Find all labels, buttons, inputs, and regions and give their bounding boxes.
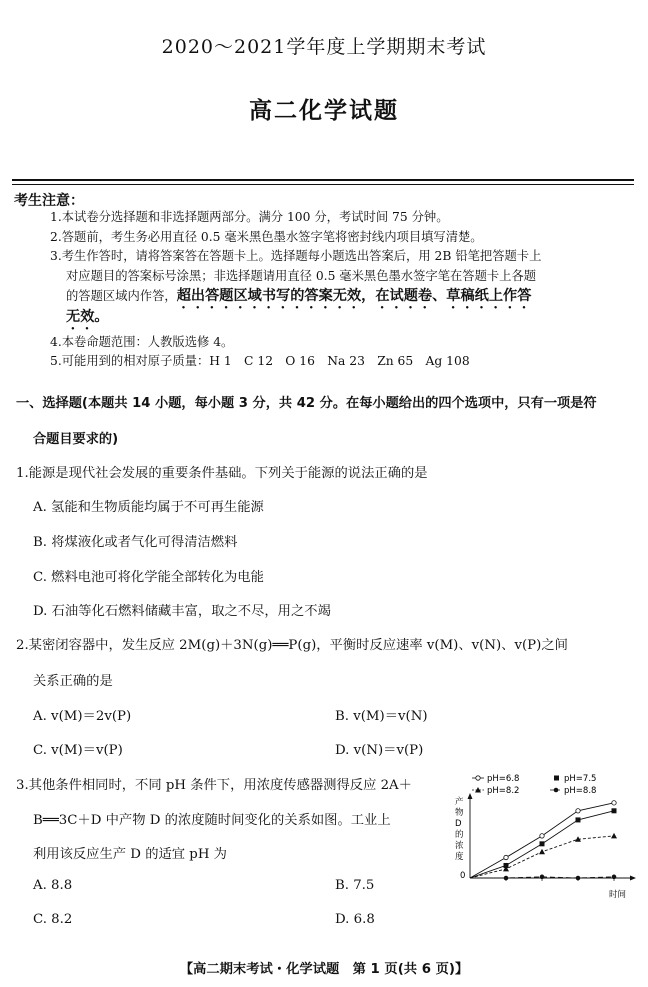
- notice-item: 对应题目的答案标号涂黑；非选择题请用直径 0.5 毫米黑色墨水签字笔在答题卡上各题: [66, 269, 537, 283]
- question-2-stem-cont: 关系正确的是: [33, 674, 113, 689]
- concentration-chart: [452, 770, 642, 900]
- q3-option-c: C. 8.2: [33, 912, 73, 927]
- divider-thick: [12, 179, 634, 181]
- q2-option-a: A. v(M)＝2v(P): [33, 709, 132, 724]
- notice-item-line: [66, 288, 531, 312]
- q3-option-a: A. 8.8: [33, 878, 73, 893]
- q1-option-d: D. 石油等化石燃料储藏丰富，取之不尽，用之不竭: [33, 604, 331, 619]
- y-axis-label: [455, 796, 464, 862]
- notice-item: 3.考生作答时，请将答案答在答题卡上。选择题每小题选出答案后，用 2B 铅笔把答题卡上: [50, 249, 542, 263]
- question-3-stem-cont: B══3C＋D 中产物 D 的浓度随时间变化的关系如图。工业上: [33, 813, 391, 828]
- origin-label: 0: [460, 871, 466, 881]
- notice-emphasis: 超出答题区域书写的答案无效，在试题卷、草稿纸上作答: [176, 288, 532, 304]
- series-line-68: [470, 803, 614, 878]
- x-axis-arrow: [630, 876, 636, 881]
- data-point: [576, 809, 580, 813]
- section-heading-cont: 合题目要求的): [33, 432, 119, 447]
- data-point: [504, 876, 509, 881]
- notice-item-line: [66, 309, 109, 333]
- notice-item: 2.答题前，考生务必用直径 0.5 毫米黑色墨水签字笔将密封线内项目填写清楚。: [50, 230, 483, 244]
- legend-item-ph-6-8: [472, 774, 519, 784]
- data-point: [611, 833, 617, 839]
- data-point: [540, 875, 545, 880]
- data-point: [612, 808, 617, 813]
- q3-option-b: B. 7.5: [335, 878, 375, 893]
- q1-option-b: B. 将煤液化或者气化可得清洁燃料: [33, 535, 238, 550]
- data-point: [576, 817, 581, 822]
- notice-heading: 考生注意：: [14, 193, 84, 209]
- legend-label: pH=6.8: [487, 774, 520, 784]
- data-point: [612, 801, 616, 805]
- question-3-stem: 3.其他条件相同时，不同 pH 条件下，用浓度传感器测得反应 2A＋: [16, 778, 412, 793]
- data-point: [504, 855, 508, 859]
- legend-item-ph-7-5: [554, 774, 596, 784]
- y-axis-label-text: 产物 D 的浓度: [455, 797, 464, 862]
- legend-label: pH=8.8: [564, 786, 597, 796]
- q1-option-c: C. 燃料电池可将化学能全部转化为电能: [33, 570, 264, 585]
- notice-item: 1.本试卷分选择题和非选择题两部分。满分 100 分，考试时间 75 分钟。: [50, 210, 449, 224]
- notice-item: 5.可能用到的相对原子质量：H 1 C 12 O 16 Na 23 Zn 65 Ag 108: [50, 354, 470, 368]
- y-axis-arrow: [468, 793, 473, 799]
- question-3-stem-cont: 利用该反应生产 D 的适宜 pH 为: [33, 847, 227, 862]
- notice-text: 的答题区域内作答，: [66, 289, 177, 303]
- divider-thin: [12, 184, 634, 185]
- section-heading: 一、选择题(本题共 14 小题，每小题 3 分，共 42 分。在每小题给出的四个选项中，只有一项是符: [16, 396, 597, 411]
- page-footer: 【高二期末考试・化学试题 第 1 页(共 6 页)】: [179, 962, 469, 977]
- x-axis-label: 时间: [609, 890, 627, 900]
- legend-item-ph-8-8: [550, 786, 596, 796]
- legend-item-ph-8-2: [472, 786, 519, 796]
- q2-option-d: D. v(N)＝v(P): [335, 743, 424, 758]
- q1-option-a: A. 氢能和生物质能均属于不可再生能源: [33, 500, 264, 515]
- q2-option-b: B. v(M)＝v(N): [335, 709, 428, 724]
- notice-emphasis: 无效。: [66, 309, 109, 325]
- exam-series-title: 2020～2021学年度上学期期末考试: [161, 36, 487, 58]
- data-point: [576, 876, 581, 881]
- legend-label: pH=8.2: [487, 786, 520, 796]
- data-point: [540, 834, 544, 838]
- notice-item: 4.本卷命题范围：人教版选修 4。: [50, 335, 234, 349]
- data-point: [540, 841, 545, 846]
- page-title: 高二化学试题: [249, 98, 399, 124]
- legend-label: pH=7.5: [564, 774, 597, 784]
- question-1-stem: 1.能源是现代社会发展的重要条件基础。下列关于能源的说法正确的是: [16, 466, 428, 481]
- q2-option-c: C. v(M)＝v(P): [33, 743, 123, 758]
- question-2-stem: 2.某密闭容器中，发生反应 2M(g)＋3N(g)══P(g)，平衡时反应速率 v(M)、v(N)、v(P)之间: [16, 638, 568, 653]
- q3-option-d: D. 6.8: [335, 912, 375, 927]
- data-point: [539, 849, 545, 855]
- data-point: [612, 875, 617, 880]
